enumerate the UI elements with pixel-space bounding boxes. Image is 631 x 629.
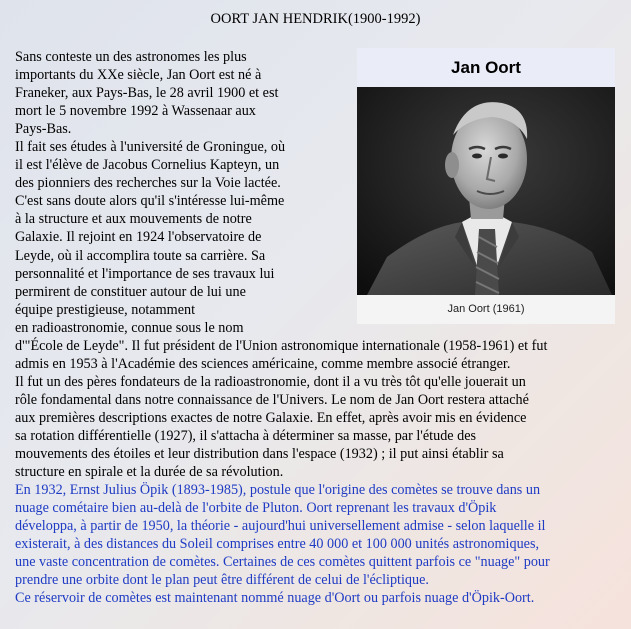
text-line: Leyde, où il accomplira toute sa carrière. Sa	[15, 247, 266, 264]
text-line: des pionniers des recherches sur la Voie lactée.	[15, 175, 281, 192]
text-line: rôle fondamental dans notre connaissance de l'Univers. Le nom de Jan Oort restera attaché	[15, 391, 529, 408]
text-line: Ce réservoir de comètes est maintenant nommé nuage d'Oort ou parfois nuage d'Öpik-Oort.	[15, 590, 535, 607]
portrait-photo	[357, 87, 615, 295]
text-line: en radioastronomie, connue sous le nom	[15, 319, 244, 336]
paragraph-comets	[15, 481, 615, 607]
page-title: OORT JAN HENDRIK(1900-1992)	[210, 11, 421, 27]
text-line: admis en 1953 à l'Académie des sciences américaine, comme membre associé étranger.	[15, 355, 511, 372]
text-line: importants du XXe siècle, Jan Oort est né à	[15, 67, 262, 84]
text-line: aux premières descriptions exactes de notre Galaxie. En effet, après avoir mis en évidence	[15, 409, 527, 426]
text-line: personnalité et l'importance de ses travaux lui	[15, 265, 275, 282]
text-line: Sans conteste un des astronomes les plus	[15, 49, 247, 65]
text-line: Pays-Bas.	[15, 121, 72, 138]
infobox	[357, 48, 615, 324]
text-line: mouvements des étoiles et leur distribution dans l'espace (1932) ; il put ainsi établir sa	[15, 446, 504, 463]
text-line: nuage cométaire bien au-delà de l'orbite de Pluton. Oort reprenant les travaux d'Öpik	[15, 500, 497, 517]
text-line: Il fait ses études à l'université de Groningue, où	[15, 139, 286, 156]
text-line: structure en spirale et la durée de sa révolution.	[15, 464, 284, 481]
text-line: C'est sans doute alors qu'il s'intéresse lui-même	[15, 193, 285, 210]
text-line: d'"École de Leyde". Il fut président de l'Union astronomique internationale (1958-1961) et fut	[15, 337, 548, 354]
text-line: une vaste concentration de comètes. Certaines de ces comètes quittent parfois ce "nuage" pour	[15, 554, 550, 571]
text-line: Galaxie. Il rejoint en 1924 l'observatoire de	[15, 229, 262, 246]
text-line: mort le 5 novembre 1992 à Wassenaar aux	[15, 103, 256, 120]
text-line: permirent de constituer autour de lui une	[15, 283, 246, 300]
text-line: équipe prestigieuse, notamment	[15, 301, 196, 318]
text-line: Franeker, aux Pays-Bas, le 28 avril 1900 et est	[15, 85, 279, 102]
text-line: développa, à partir de 1950, la théorie - aujourd'hui universellement admise - selon laquelle il	[15, 518, 546, 535]
text-line: il est l'élève de Jacobus Cornelius Kapteyn, un	[15, 157, 280, 174]
text-line: En 1932, Ernst Julius Öpik (1893-1985), postule que l'origine des comètes se trouve dans un	[15, 482, 541, 499]
article-body	[15, 48, 615, 607]
text-line: prendre une orbite dont le plan peut être différent de celui de l'écliptique.	[15, 572, 429, 589]
infobox-title: Jan Oort	[357, 48, 615, 87]
text-line: existerait, à des distances du Soleil comprises entre 40 000 et 100 000 unités astronomiques,	[15, 536, 540, 553]
infobox-caption: Jan Oort (1961)	[447, 303, 525, 315]
text-line: Il fut un des pères fondateurs de la radioastronomie, dont il a vu très tôt qu'elle jouerait un	[15, 373, 526, 390]
text-line: sa rotation différentielle (1927), il s'attacha à déterminer sa masse, par l'étude des	[15, 427, 477, 444]
text-line: à la structure et aux mouvements de notre	[15, 211, 252, 228]
